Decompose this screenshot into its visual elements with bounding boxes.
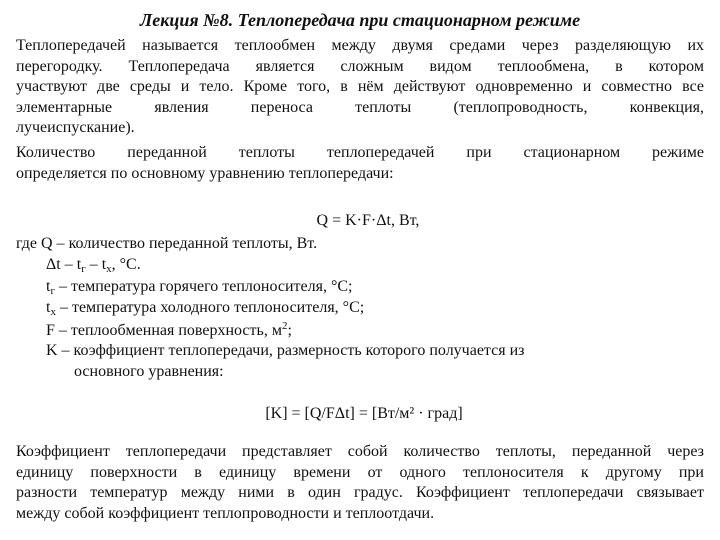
delta-t-mid: – t (85, 256, 107, 273)
delta-t-prefix: Δt – t (46, 256, 82, 273)
coefficient-paragraph (16, 442, 704, 524)
t-hot-text: – температура горячего теплоносителя, °С; (54, 278, 353, 295)
delta-t-suffix: , °С. (111, 256, 141, 273)
paragraph-line: между собой коэффициент теплопроводности и теплоотдачи. (16, 504, 435, 522)
f-text: F – теплообменная поверхность, м (46, 322, 282, 339)
heat-transfer-equation: Q = K·F·Δt, Вт, (316, 212, 420, 229)
definition-k: K – коэффициент теплопередачи, размерность которого получается из (46, 342, 525, 359)
definition-k-continued: основного уравнения: (74, 363, 224, 380)
paragraph-line: единицу поверхности в единицу времени от одного теплоносителя к другому при (16, 463, 704, 481)
paragraph-line: определяется по основному уравнению теплопередачи: (16, 164, 394, 182)
paragraph-line: элементарные явления переноса теплоты (теплопроводность, конвекция, (16, 98, 704, 116)
definition-q: где Q – количество переданной теплоты, Вт. (16, 235, 318, 252)
t-symbol: t (46, 278, 51, 295)
lecture-title: Лекция №8. Теплопередача при стационарном режиме (139, 10, 581, 30)
t-cold-text: – температура холодного теплоносителя, °С; (55, 299, 365, 316)
k-units-equation: [K] = [Q/FΔt] = [Вт/м² · град] (265, 405, 463, 422)
subscript-hot: г (81, 263, 86, 275)
subscript-cold: х (50, 306, 56, 318)
f-end: ; (287, 322, 292, 339)
subscript-cold: х (106, 263, 112, 275)
paragraph-line: перегородку. Теплопередача является сложным видом теплообмена, в котором (16, 57, 704, 75)
definition-t-hot (46, 277, 352, 297)
quantity-paragraph (16, 143, 704, 184)
paragraph-line: Коэффициент теплопередачи представляет собой количество теплоты, переданной через (16, 443, 704, 460)
superscript-2: 2 (281, 320, 288, 332)
paragraph-line: Теплопередачей называется теплообмен между двумя средами через разделяющую их (16, 37, 704, 54)
paragraph-line: лучеиспускание). (16, 119, 135, 136)
definition-t-cold (46, 298, 364, 318)
paragraph-line: участвуют две среды и тело. Кроме того, в нём действуют одновременно и совместно все (16, 78, 704, 95)
subscript-hot: г (50, 285, 55, 297)
definition-f (46, 321, 292, 341)
t-symbol: t (46, 299, 51, 316)
paragraph-line: разности температур между ними в один градус. Коэффициент теплопередачи связывает (16, 484, 704, 501)
definition-delta-t (46, 255, 141, 275)
definition-paragraph (16, 36, 704, 139)
paragraph-line: Количество переданной теплоты теплопередачей при стационарном режиме (16, 144, 704, 161)
